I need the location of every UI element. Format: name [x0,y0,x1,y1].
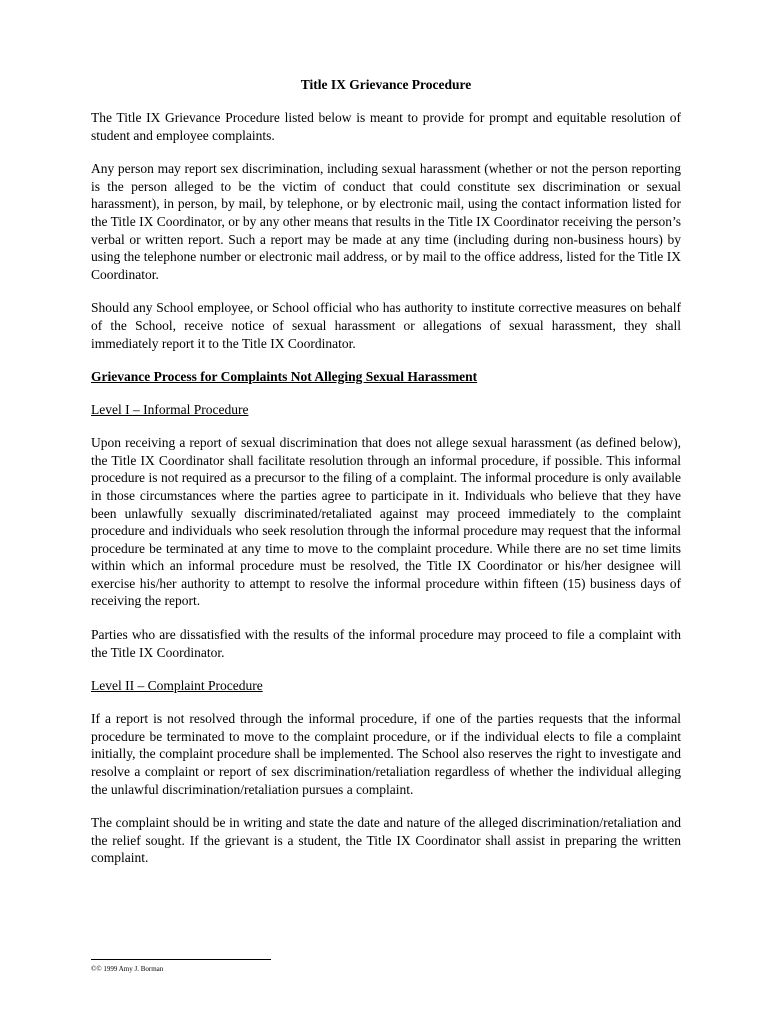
level-1-paragraph-2: Parties who are dissatisfied with the results of the informal procedure may proceed to file a complaint with the Title IX Coordinator. [91,627,681,660]
intro-paragraph-1: The Title IX Grievance Procedure listed below is meant to provide for prompt and equitable resolution of student and employee complaints. [91,110,681,143]
level-1-paragraph-1: Upon receiving a report of sexual discrimination that does not allege sexual harassment (as defined below), the Title IX Coordinator shall facilitate resolution through an informal procedure, if possible. This informal procedure is not required as a precursor to the filing of a complaint. The informal procedure is only available in those circumstances where the parties agree to participate in it. Individuals who believe that they have been unlawfully sexually discriminated/retaliated against may proceed immediately to the complaint procedure and individuals who seek resolution through the informal procedure may request that the informal procedure be terminated at any time to move to the complaint procedure. While there are no set time limits within which an informal procedure must be resolved, the Title IX Coordinator or his/her designee will exercise his/her authority to attempt to resolve the informal procedure within fifteen (15) business days of receiving the report. [91,435,681,609]
document-title: Title IX Grievance Procedure [300,77,472,92]
level-2-paragraph-2: The complaint should be in writing and state the date and nature of the alleged discrimination/retaliation and the relief sought. If the grievant is a student, the Title IX Coordinator shall assist in preparing the written complaint. [91,815,681,866]
level-1-heading: Level I – Informal Procedure [91,402,249,418]
footnote-copyright: ©© 1999 Amy J. Borman [91,965,164,973]
document-page [91,76,681,883]
intro-paragraph-3: Should any School employee, or School official who has authority to institute corrective measures on behalf of the School, receive notice of sexual harassment or allegations of sexual harassment, they shall immediately report it to the Title IX Coordinator. [91,300,681,351]
level-2-heading: Level II – Complaint Procedure [91,678,263,694]
level-2-paragraph-1: If a report is not resolved through the informal procedure, if one of the parties requests that the informal procedure be terminated to move to the complaint procedure, or if the individual elects to file a complaint initially, the complaint procedure shall be implemented. The School also reserves the right to investigate and resolve a complaint or report of sex discrimination/retaliation regardless of whether the individual alleging the unlawful discrimination/retaliation pursues a complaint. [91,711,681,797]
footnote-divider [91,959,271,960]
intro-paragraph-2: Any person may report sex discrimination, including sexual harassment (whether or not the person reporting is the person alleged to be the victim of conduct that could constitute sex discrimination or sexual harassment), in person, by mail, by telephone, or by electronic mail, using the contact information listed for the Title IX Coordinator, or by any other means that results in the Title IX Coordinator receiving the person’s verbal or written report. Such a report may be made at any time (including during non-business hours) by using the telephone number or electronic mail address, or by mail to the office address, listed for the Title IX Coordinator. [91,161,681,282]
section-heading: Grievance Process for Complaints Not Alleging Sexual Harassment [91,369,478,385]
